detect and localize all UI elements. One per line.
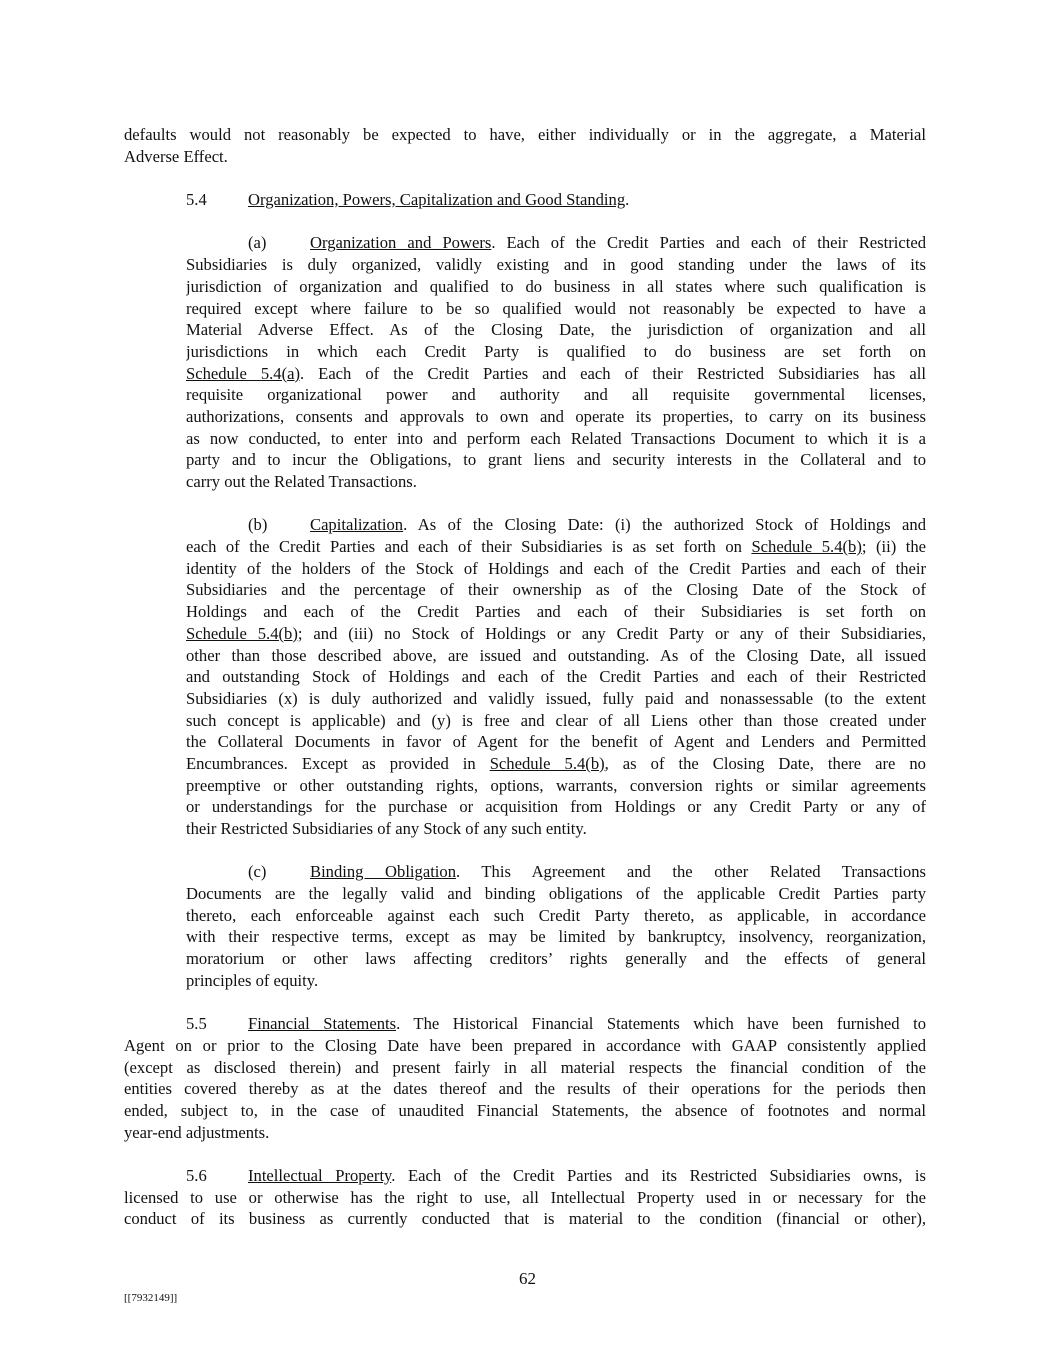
text-line [0, 471, 1055, 493]
line-text: carry out the Related Transactions. [186, 472, 417, 491]
underlined-reference: Schedule 5.4(b) [489, 753, 605, 773]
line-text: required except where failure to be so qualified would not reasonably be expected to have a [186, 298, 926, 318]
text-line [0, 558, 1055, 580]
line-text: thereto, each enforceable against each such Credit Party thereto, as applicable, in accordance [186, 905, 926, 925]
line-text: Adverse Effect. [124, 146, 228, 166]
text-line [0, 883, 1055, 905]
paragraph [0, 124, 1055, 167]
line-text: moratorium or other laws affecting creditors’ rights generally and the effects of general [186, 949, 926, 969]
text-line [0, 645, 1055, 667]
line-text: preemptive or other outstanding rights, options, warrants, conversion rights or similar agreements [186, 775, 926, 795]
text-line [0, 124, 1055, 146]
line-text: (except as disclosed therein) and present fairly in all material respects the financial condition of the [124, 1057, 926, 1077]
line-text: and outstanding Stock of Holdings and each of the Credit Parties and each of their Restricted [186, 667, 926, 687]
line-text: authorizations, consents and approvals to own and operate its properties, to carry on its business [186, 406, 926, 426]
text-line [0, 189, 1055, 211]
line-text: identity of the holders of the Stock of Holdings and each of the Credit Parties and each of their [186, 558, 926, 578]
section-5.5 [0, 1013, 1055, 1143]
text-line [0, 861, 1055, 883]
text-line [0, 775, 1055, 797]
text-line [0, 363, 1055, 385]
section-number: (c) [248, 862, 267, 882]
text-line [0, 232, 1055, 254]
document-body [0, 124, 1055, 1252]
line-text: Schedule 5.4(b); and (iii) no Stock of Holdings or any Credit Party or any of their Subsidiaries, [186, 623, 926, 643]
text-line [0, 1078, 1055, 1100]
section-5.6 [0, 1165, 1055, 1230]
text-line [0, 254, 1055, 276]
text-line [0, 406, 1055, 428]
section-c [0, 861, 1055, 991]
line-text: Holdings and each of the Credit Parties and each of their Subsidiaries is set forth on [186, 602, 926, 622]
line-text: Material Adverse Effect. As of the Closing Date, the jurisdiction of organization and all [186, 320, 926, 340]
page-number: 62 [519, 1269, 536, 1288]
text-line [0, 276, 1055, 298]
section-b [0, 514, 1055, 839]
line-text: such concept is applicable) and (y) is free and clear of all Liens other than those created under [186, 710, 926, 730]
text-line [0, 536, 1055, 558]
line-text: conduct of its business as currently conducted that is material to the condition (financial or other), [124, 1209, 926, 1229]
text-line [0, 384, 1055, 406]
underlined-reference: Capitalization [310, 515, 404, 535]
line-text: Agent on or prior to the Closing Date have been prepared in accordance with GAAP consistently applied [124, 1035, 926, 1055]
text-line [0, 579, 1055, 601]
text-line [0, 948, 1055, 970]
section-a [0, 232, 1055, 492]
line-text: Subsidiaries and the percentage of their ownership as of the Closing Date of the Stock of [186, 580, 926, 600]
line-text: Documents are the legally valid and binding obligations of the applicable Credit Parties party [186, 884, 926, 904]
section-5.4 [0, 189, 1055, 211]
line-text: requisite organizational power and authority and all requisite governmental licenses, [186, 385, 926, 405]
line-text: year-end adjustments. [124, 1122, 270, 1142]
text-line [0, 710, 1055, 732]
line-text: Organization, Powers, Capitalization and Good Standing. [248, 190, 630, 210]
line-text: their Restricted Subsidiaries of any Stock of any such entity. [186, 819, 587, 838]
line-text: Intellectual Property. Each of the Credit Parties and its Restricted Subsidiaries owns, is [248, 1166, 926, 1185]
text-line [0, 514, 1055, 536]
text-line [0, 731, 1055, 753]
text-line [0, 319, 1055, 341]
text-line [0, 688, 1055, 710]
text-line [0, 905, 1055, 927]
line-text: other than those described above, are issued and outstanding. As of the Closing Date, all issued [186, 645, 926, 665]
line-text: licensed to use or otherwise has the right to use, all Intellectual Property used in or necessary for the [124, 1187, 926, 1207]
text-line [0, 298, 1055, 320]
line-text: entities covered thereby as at the dates thereof and the results of their operations for the periods then [124, 1079, 926, 1099]
line-text: principles of equity. [186, 970, 319, 990]
section-number: 5.6 [186, 1166, 207, 1185]
text-line [0, 449, 1055, 471]
line-text: party and to incur the Obligations, to grant liens and security interests in the Collateral and to [186, 450, 926, 470]
underlined-reference: Financial Statements [248, 1014, 397, 1034]
line-text: Encumbrances. Except as provided in Schedule 5.4(b), as of the Closing Date, there are no [186, 753, 926, 773]
text-line [0, 1013, 1055, 1035]
underlined-reference: Intellectual Property [248, 1166, 392, 1185]
line-text: Schedule 5.4(a). Each of the Credit Parties and each of their Restricted Subsidiaries has all [186, 363, 926, 383]
section-number: (b) [248, 515, 268, 535]
line-text: Binding Obligation. This Agreement and the other Related Transactions [310, 862, 926, 882]
document-id: [[7932149]] [124, 1292, 178, 1304]
line-text: Subsidiaries is duly organized, validly existing and in good standing under the laws of its [186, 255, 926, 275]
underlined-reference: Organization and Powers [310, 233, 492, 253]
line-text: Financial Statements. The Historical Financial Statements which have been furnished to [248, 1014, 926, 1034]
text-line [0, 1187, 1055, 1209]
underlined-reference: Schedule 5.4(b) [751, 537, 862, 557]
text-line [0, 1122, 1055, 1144]
section-number: 5.4 [186, 190, 207, 210]
text-line [0, 146, 1055, 168]
line-text: Organization and Powers. Each of the Credit Parties and each of their Restricted [310, 233, 926, 253]
text-line [0, 666, 1055, 688]
text-line [0, 818, 1055, 840]
underlined-reference: Schedule 5.4(a) [186, 363, 301, 383]
text-line [0, 623, 1055, 645]
line-text: as now conducted, to enter into and perform each Related Transactions Document to which it is a [186, 428, 926, 448]
line-text: ended, subject to, in the case of unaudited Financial Statements, the absence of footnotes and normal [124, 1100, 926, 1120]
text-line [0, 341, 1055, 363]
text-line [0, 926, 1055, 948]
section-number: (a) [248, 233, 267, 253]
line-text: defaults would not reasonably be expected to have, either individually or in the aggregate, a Material [124, 125, 926, 144]
underlined-reference: Schedule 5.4(b) [186, 623, 298, 643]
line-text: Capitalization. As of the Closing Date: (i) the authorized Stock of Holdings and [310, 515, 926, 535]
line-text: jurisdictions in which each Credit Party is qualified to do business are set forth on [186, 341, 926, 361]
text-line [0, 428, 1055, 450]
text-line [0, 1057, 1055, 1079]
text-line [0, 601, 1055, 623]
line-text: the Collateral Documents in favor of Agent for the benefit of Agent and Lenders and Permitted [186, 732, 926, 752]
text-line [0, 1208, 1055, 1230]
line-text: Subsidiaries (x) is duly authorized and validly issued, fully paid and nonassessable (to the extent [186, 688, 926, 708]
text-line [0, 796, 1055, 818]
text-line [0, 970, 1055, 992]
underlined-reference: Binding Obligation [310, 862, 457, 882]
text-line [0, 1035, 1055, 1057]
line-text: jurisdiction of organization and qualified to do business in all states where such qualification is [186, 276, 926, 296]
section-number: 5.5 [186, 1014, 207, 1034]
line-text: with their respective terms, except as may be limited by bankruptcy, insolvency, reorganization, [186, 927, 926, 947]
line-text: each of the Credit Parties and each of their Subsidiaries is as set forth on Schedule 5.4(b); (ii) the [186, 537, 926, 557]
text-line [0, 1100, 1055, 1122]
text-line [0, 753, 1055, 775]
line-text: or understandings for the purchase or acquisition from Holdings or any Credit Party or any of [186, 797, 926, 817]
text-line [0, 1165, 1055, 1187]
underlined-reference: Organization, Powers, Capitalization and Good Standing [248, 190, 626, 210]
